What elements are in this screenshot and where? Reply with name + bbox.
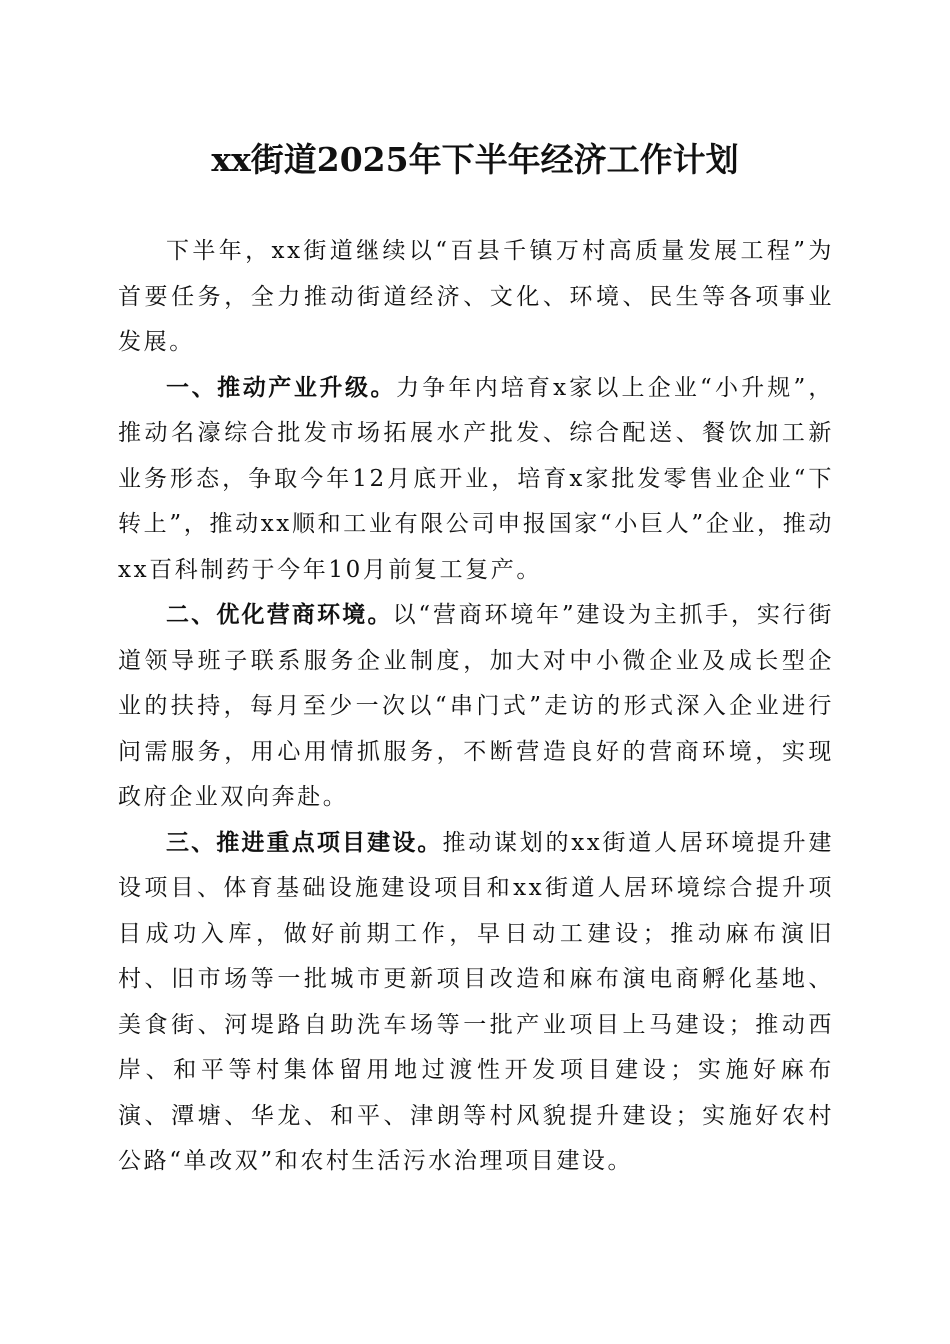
intro-paragraph: 下半年，xx街道继续以“百县千镇万村高质量发展工程”为首要任务，全力推动街道经济、文化、环境、民生等各项事业发展。 xyxy=(118,238,834,355)
section-heading-1: 一、推动产业升级。 xyxy=(166,374,397,401)
section-paragraph-1 xyxy=(118,366,834,594)
document-body xyxy=(118,229,834,1185)
section-paragraph-3 xyxy=(118,821,834,1185)
document-title: xx街道2025年下半年经济工作计划 xyxy=(211,140,739,179)
section-heading-3: 三、推进重点项目建设。 xyxy=(166,829,443,856)
section-paragraph-2 xyxy=(118,593,834,821)
section-text-2: 以“营商环境年”建设为主抓手，实行街道领导班子联系服务企业制度，加大对中小微企业及成长型企业的扶持，每月至少一次以“串门式”走访的形式深入企业进行问需服务，用心用情抓服务，不断营造良好的营商环境，实现政府企业双向奔赴。 xyxy=(118,602,834,810)
section-text-3: 推动谋划的xx街道人居环境提升建设项目、体育基础设施建设项目和xx街道人居环境综合提升项目成功入库，做好前期工作，早日动工建设；推动麻布演旧村、旧市场等一批城市更新项目改造和麻布演电商孵化基地、美食街、河堤路自助洗车场等一批产业项目上马建设；推动西岸、和平等村集体留用地过渡性开发项目建设；实施好麻布演、潭塘、华龙、和平、津朗等村风貌提升建设；实施好农村公路“单改双”和农村生活污水治理项目建设。 xyxy=(118,829,835,1174)
section-text-1: 力争年内培育x家以上企业“小升规”，推动名濠综合批发市场拓展水产批发、综合配送、餐饮加工新业务形态，争取今年12月底开业，培育x家批发零售业企业“下转上”，推动xx顺和工业有限公司申报国家“小巨人”企业，推动xx百科制药于今年10月前复工复产。 xyxy=(118,374,834,583)
section-heading-2: 二、优化营商环境。 xyxy=(166,602,393,628)
